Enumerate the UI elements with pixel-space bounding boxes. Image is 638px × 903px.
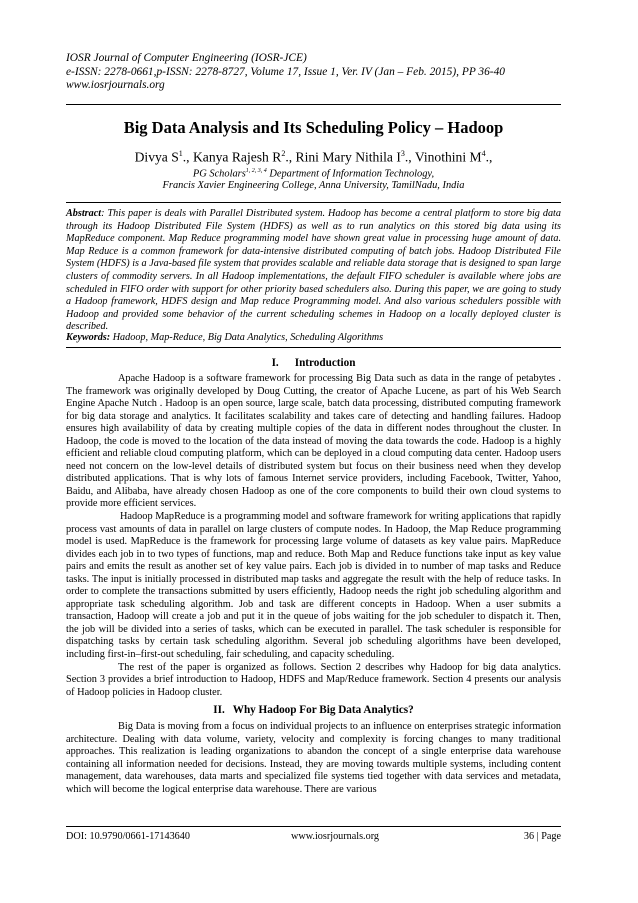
paragraph: Apache Hadoop is a software framework for processing Big Data such as data in the range of petabytes . The framework was originally developed by Doug Cutting, the creator of Apache Lucene, as part of his Web Search Engine Apache Nutch . Hadoop is an open source, large scale, batch data processing, distributed computing framework for big data storage and analytics. It facilitates scalability and takes care of detecting and handling failures. Hadoop ensures high availability of data by creating multiple copies of the data in different nodes throughout the cluster. In Hadoop, the code is moved to the location of the data instead of moving the data towards the code. Hadoop is a highly efficient and reliable cloud computing platform, which can be deployed in a cloud computing data center. Hadoop users need not concern on the low-level details of distributed system but focus on their business need when they develop distributed applications. That is why lots of famous Internet service providers, including Facebook, Twitter, Yahoo, Baidu, and Alibaba, have already chosen Hadoop as one of the core components to build their own cloud systems to provide more efficient services. bbox=[66, 373, 561, 510]
affiliation-institution: Francis Xavier Engineering College, Anna University, TamilNadu, India bbox=[162, 180, 465, 191]
author-name: Vinothini M bbox=[414, 149, 482, 165]
affiliation-marks: 1, 2, 3, 4 bbox=[245, 168, 267, 174]
author-affiliation-mark: 1 bbox=[178, 149, 183, 158]
affiliation-department: Department of Information Technology, bbox=[266, 168, 435, 180]
header-divider bbox=[66, 104, 561, 105]
page-footer bbox=[66, 830, 561, 844]
section-number: I. bbox=[271, 357, 279, 369]
footer-website: www.iosrjournals.org bbox=[291, 831, 380, 842]
footer-doi: DOI: 10.9790/0661-17143640 bbox=[66, 831, 190, 842]
author-separator: ., bbox=[285, 149, 296, 165]
section-number: II. bbox=[213, 704, 225, 716]
journal-website: www.iosrjournals.org bbox=[66, 79, 165, 92]
author-affiliation-mark: 4 bbox=[481, 149, 486, 158]
journal-issn-volume: e-ISSN: 2278-0661,p-ISSN: 2278-8727, Volume 17, Issue 1, Ver. IV (Jan – Feb. 2015), PP 36-40 bbox=[66, 65, 505, 78]
footer-page-number: 36 | Page bbox=[523, 831, 561, 842]
section-body bbox=[66, 373, 561, 699]
journal-name: IOSR Journal of Computer Engineering (IOSR-JCE) bbox=[66, 52, 307, 64]
section-heading bbox=[66, 703, 561, 717]
journal-header bbox=[66, 52, 566, 93]
section-heading bbox=[66, 356, 561, 370]
paper-title: Big Data Analysis and Its Scheduling Policy – Hadoop bbox=[123, 118, 504, 137]
section-body bbox=[66, 721, 561, 796]
author-separator: ., bbox=[485, 149, 493, 165]
keywords-text: Hadoop, Map-Reduce, Big Data Analytics, Scheduling Algorithms bbox=[110, 332, 384, 343]
abstract-bottom-rule bbox=[66, 347, 561, 348]
author-name: Divya S bbox=[134, 149, 179, 165]
author-list bbox=[66, 145, 561, 167]
paragraph: The rest of the paper is organized as follows. Section 2 describes why Hadoop for big data analytics. Section 3 provides a brief introduction to Hadoop, HDFS and Map/Reduce framework. Section 4 presents our analysis of Hadoop policies in Hadoop cluster. bbox=[66, 661, 561, 698]
keywords-label: Keywords: bbox=[66, 332, 111, 343]
footer-divider bbox=[66, 826, 561, 827]
abstract-label: Abstract bbox=[66, 208, 102, 219]
author-separator: ., bbox=[182, 149, 193, 165]
author-name: Rini Mary Nithila I bbox=[295, 149, 401, 165]
keywords-line bbox=[66, 332, 561, 345]
author-affiliation-mark: 2 bbox=[281, 149, 286, 158]
paragraph: Hadoop MapReduce is a programming model and software framework for writing applications that rapidly process vast amounts of data in parallel on large clusters of compute nodes. In Hadoop, the Map Reduce programming model is used. MapReduce is the framework for processing large volume of datasets as key value pairs. MapReduce divides each job in to two types of functions, map and reduce. Both Map and Reduce functions take input as key value pairs and emits the result as another set of key value pairs. Each job is divided in to number of map tasks and Reduce tasks. The input is initially processed in distributed map tasks and aggregate the result with the help of reduce tasks. In order to complete the transactions submitted by users efficiently, Hadoop needs the right job scheduling algorithm and appropriate task scheduling algorithm. Job and task are different concepts in Hadoop. When a user submits a transaction, Hadoop will create a job and put it in the queue of jobs waiting for the job scheduler to dispatch it. Then, the job will be divided into a series of tasks, which can be executed in parallel. The task scheduler is responsible for dispatching tasks by certain task scheduling algorithm. Several job scheduling algorithms have been developed, including first-in–first-out scheduling, fair scheduling, and capacity scheduling. bbox=[66, 511, 561, 661]
author-separator: ., bbox=[404, 149, 415, 165]
author-name: Kanya Rajesh R bbox=[192, 149, 282, 165]
author-affiliation-mark: 3 bbox=[400, 149, 405, 158]
affiliation-role: PG Scholars bbox=[192, 168, 246, 180]
abstract-text: : This paper is deals with Parallel Distributed system. Hadoop has become a central platform to store big data through its Hadoop Distributed File System (HDFS) as well as to run analytics on this stored big data using its MapReduce component. Map Reduce programming model have shown great value in processing huge amount of data. Map Reduce is a common framework for data-intensive distributed computing of batch jobs. Hadoop Distributed File System (HDFS) is a Java-based file system that provides scalable and reliable data storage that is designed to span large clusters of commodity servers. In all Hadoop implementations, the default FIFO scheduler is available where jobs are scheduled in FIFO order with support for other priority based schedulers also. During this paper, we are going to study a Hadoop framework, HDFS design and Map reduce Programming model. And also various schedulers possible with Hadoop and provided some behavior of the current scheduling schemes in Hadoop on a locally deployed cluster is described. bbox=[66, 208, 561, 333]
section-title: Introduction bbox=[294, 357, 356, 369]
paragraph: Big Data is moving from a focus on individual projects to an influence on enterprises strategic information architecture. Dealing with data volume, variety, velocity and complexity is forcing changes to many traditional approaches. This realization is leading organizations to abandon the concept of a single enterprise data warehouse containing all information needed for decisions. Instead, they are moving towards multiple systems, including content management, data warehouses, data marts and specialized file systems tied together with data services and metadata, which will become the logical enterprise data warehouse. There are various bbox=[66, 721, 561, 795]
section-title: Why Hadoop For Big Data Analytics? bbox=[232, 704, 414, 716]
abstract-top-rule bbox=[66, 202, 561, 203]
abstract-block bbox=[66, 208, 561, 334]
